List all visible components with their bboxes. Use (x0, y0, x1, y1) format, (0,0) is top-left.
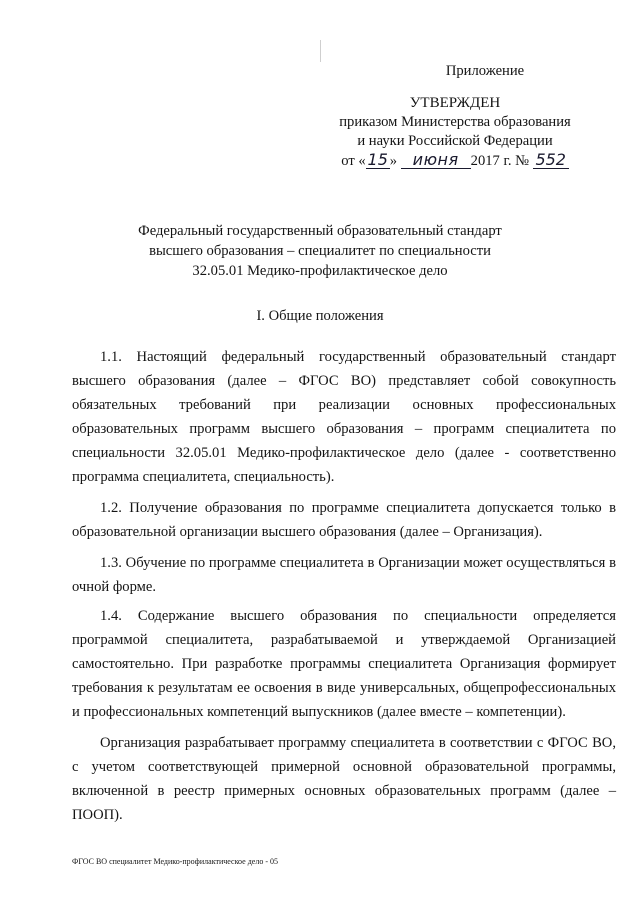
quote-close: » (389, 153, 397, 169)
section-heading: I. Общие положения (256, 308, 384, 324)
order-date-line (310, 151, 600, 171)
approval-block (310, 62, 600, 171)
date-prefix: от « (341, 153, 366, 169)
paragraph-1-2: 1.2. Получение образования по программе специалитета допускается только в образовательной организации высшего образования (далее – Организация). (72, 500, 616, 540)
handwritten-month: июня (401, 151, 471, 169)
footer-text: ФГОС ВО специалитет Медико-профилактическое дело - 05 (72, 857, 278, 866)
order-line-2: и науки Российской Федерации (357, 133, 553, 149)
document-body (72, 345, 616, 834)
appendix-label: Приложение (445, 63, 525, 79)
order-line-1: приказом Министерства образования (339, 114, 571, 130)
paragraph-1-3: 1.3. Обучение по программе специалитета в Организации может осуществляться в очной форме. (72, 555, 616, 595)
title-line-1: Федеральный государственный образовательный стандарт (138, 223, 502, 239)
fold-mark (320, 40, 321, 62)
handwritten-day: 15 (367, 150, 388, 169)
year-text: 2017 г. № (470, 153, 530, 169)
approved-label: УТВЕРЖДЕН (409, 95, 501, 111)
handwritten-order-number: 552 (533, 151, 569, 169)
paragraph-organization: Организация разрабатывает программу специалитета в соответствии с ФГОС ВО, с учетом соответствующей примерной основной образовательной программы, включенной в реестр примерных основных образовательных программ (далее – ПООП). (72, 735, 616, 823)
title-line-3: 32.05.01 Медико-профилактическое дело (192, 263, 448, 279)
paragraph-1-4: 1.4. Содержание высшего образования по специальности определяется программой специалитета, разрабатываемой и утверждаемой Организацией самостоятельно. При разработке программы специалитета Организация формирует требования к результатам ее освоения в виде универсальных, общепрофессиональных и профессиональных компетенций выпускников (далее вместе – компетенции). (72, 608, 616, 720)
paragraph-1-1: 1.1. Настоящий федеральный государственный образовательный стандарт высшего образования (далее – ФГОС ВО) представляет собой совокупность обязательных требований при реализации основных профессиональных образовательных программ высшего образования – программ специалитета по специальности 32.05.01 Медико-профилактическое дело (далее - соответственно программа специалитета, специальность). (72, 349, 616, 485)
title-line-2: высшего образования – специалитет по специальности (149, 243, 491, 259)
standard-title (0, 221, 640, 281)
